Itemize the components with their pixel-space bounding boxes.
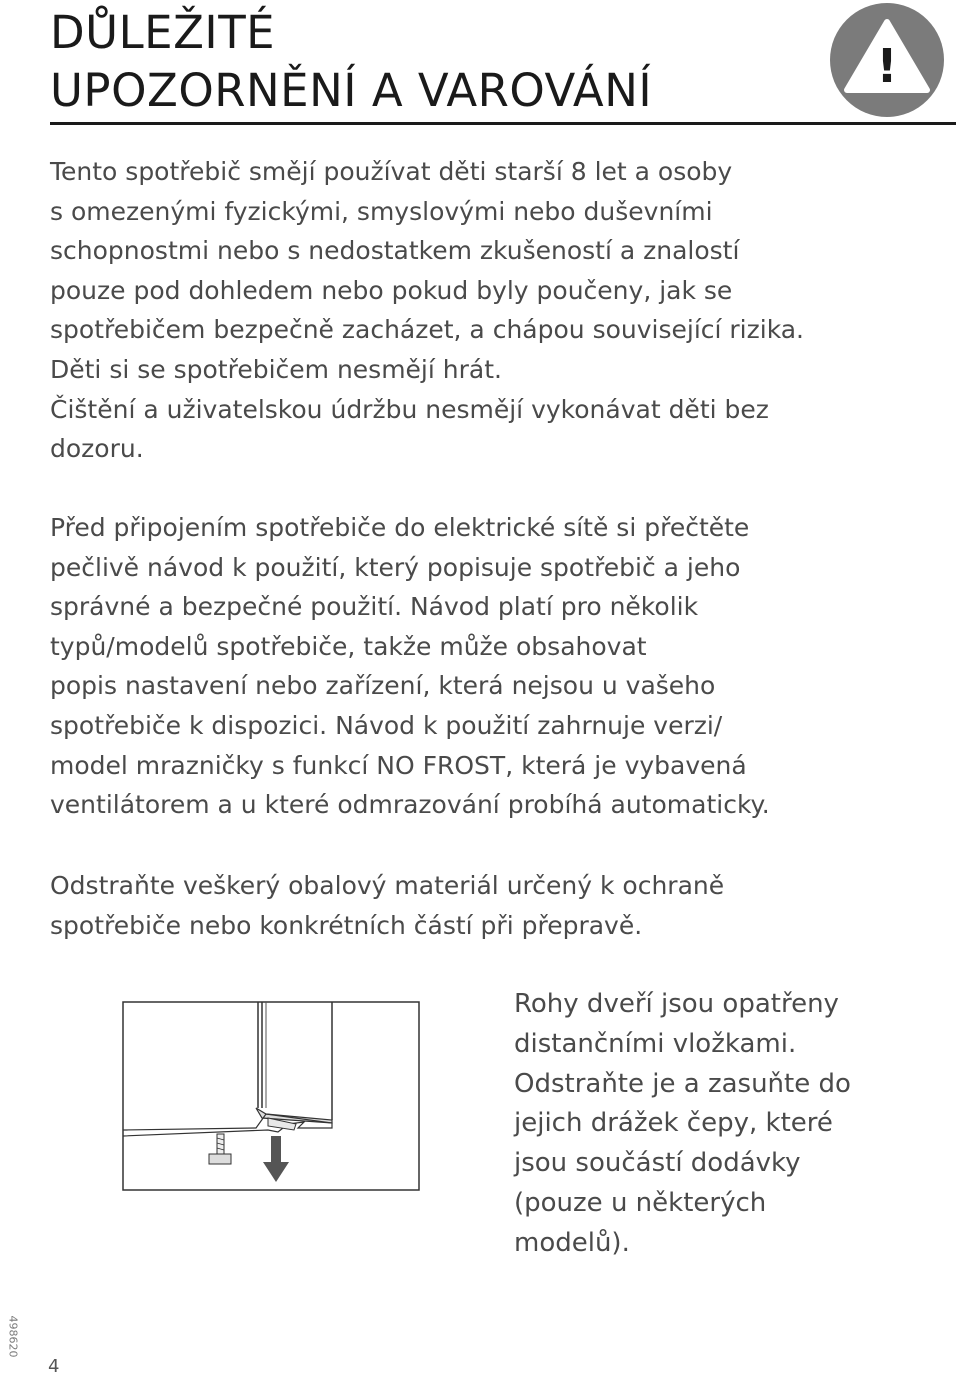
paragraph-1-line: pouze pod dohledem nebo pokud byly poučeny, jak se bbox=[50, 275, 733, 305]
title-underline bbox=[50, 122, 956, 125]
door-spacer-instructions bbox=[514, 985, 954, 1264]
document-code: 498620 bbox=[6, 1315, 20, 1358]
paragraph-2-line: popis nastavení nebo zařízení, která nejsou u vašeho bbox=[50, 671, 716, 701]
side-text-line: (pouze u některých bbox=[514, 1187, 767, 1218]
warning-exclamation-icon bbox=[829, 2, 945, 118]
paragraph-1-line: Čištění a uživatelskou údržbu nesmějí vykonávat děti bez bbox=[50, 394, 769, 424]
side-text-line: modelů). bbox=[514, 1227, 630, 1258]
side-text-line: Odstraňte je a zasuňte do bbox=[514, 1068, 851, 1099]
paragraph-2-line: typů/modelů spotřebiče, takže může obsahovat bbox=[50, 631, 647, 661]
paragraph-2-line: model mrazničky s funkcí NO FROST, která je vybavená bbox=[50, 750, 747, 780]
paragraph-3-line: spotřebiče nebo konkrétních částí při přepravě. bbox=[50, 910, 643, 940]
title-line-1: DŮLEŽITÉ bbox=[50, 6, 276, 59]
paragraph-1-line: Tento spotřebič smějí používat děti starší 8 let a osoby bbox=[50, 157, 733, 186]
svg-text:!: ! bbox=[876, 39, 898, 93]
side-text-line: jejich drážek čepy, které bbox=[514, 1108, 833, 1139]
paragraph-1-line: schopnostmi nebo s nedostatkem zkušeností a znalostí bbox=[50, 236, 740, 266]
paragraph-1-line: s omezenými fyzickými, smyslovými nebo duševními bbox=[50, 196, 713, 226]
paragraph-2-line: pečlivě návod k použití, který popisuje spotřebič a jeho bbox=[50, 552, 741, 582]
door-corner-spacer-illustration bbox=[118, 996, 424, 1196]
paragraph-3-line: Odstraňte veškerý obalový materiál určený k ochraně bbox=[50, 871, 725, 900]
paragraph-1-line: dozoru. bbox=[50, 434, 144, 464]
side-text-line: Rohy dveří jsou opatřeny bbox=[514, 989, 839, 1019]
paragraph-1-line: spotřebičem bezpečně zacházet, a chápou související rizika. bbox=[50, 315, 805, 345]
page-title bbox=[50, 4, 850, 120]
paragraph-1-line: Děti si se spotřebičem nesmějí hrát. bbox=[50, 354, 502, 384]
paragraph-children-safety bbox=[50, 152, 950, 469]
paragraph-2-line: spotřebiče k dispozici. Návod k použití zahrnuje verzi/ bbox=[50, 710, 723, 740]
side-text-line: distančními vložkami. bbox=[514, 1028, 797, 1059]
paragraph-remove-packaging bbox=[50, 866, 950, 945]
paragraph-2-line: ventilátorem a u které odmrazování probíhá automaticky. bbox=[50, 790, 770, 820]
title-line-2: UPOZORNĚNÍ A VAROVÁNÍ bbox=[50, 64, 653, 117]
page-number: 4 bbox=[48, 1356, 60, 1377]
paragraph-2-line: Před připojením spotřebiče do elektrické sítě si přečtěte bbox=[50, 513, 750, 542]
side-text-line: jsou součástí dodávky bbox=[514, 1148, 801, 1179]
paragraph-read-manual bbox=[50, 508, 950, 825]
paragraph-2-line: správné a bezpečné použití. Návod platí pro několik bbox=[50, 592, 699, 622]
